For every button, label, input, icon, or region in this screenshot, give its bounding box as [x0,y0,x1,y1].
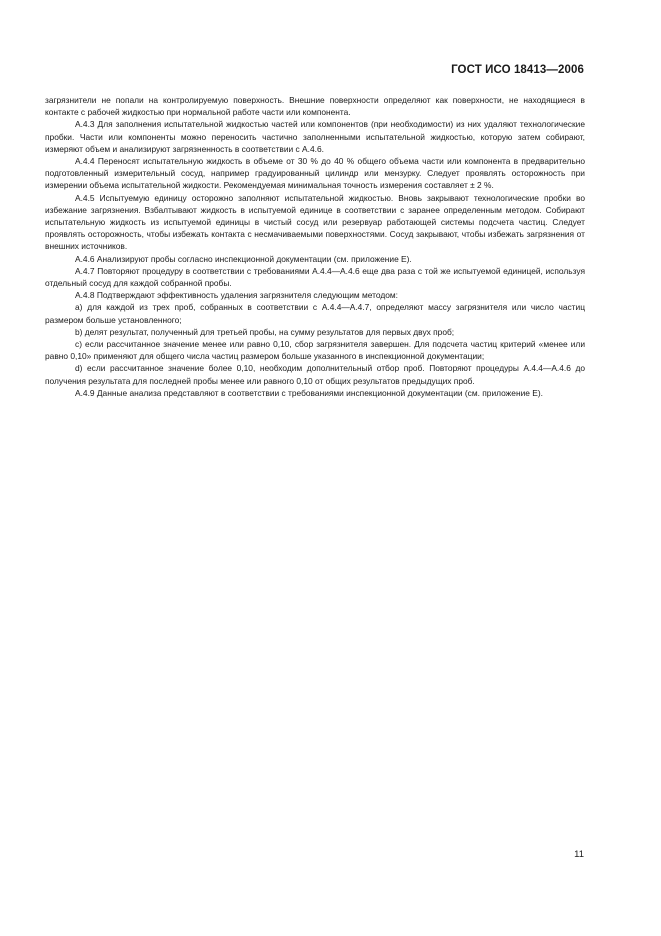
list-item-c: c) если рассчитанное значение менее или равно 0,10, сбор загрязнителя завершен. Для подсчета частиц критерий «менее или равно 0,10» применяют для общего числа частиц размером больше указанного в инспекционной документации; [45,339,585,362]
list-item-a: а) для каждой из трех проб, собранных в соответствии с А.4.4—А.4.7, определяют массу загрязнителя или число частиц размером больше установленного; [45,302,585,325]
paragraph-a-4-8: А.4.8 Подтверждают эффективность удаления загрязнителя следующим методом: [75,290,398,301]
paragraph-continuation: загрязнители не попали на контролируемую поверхность. Внешние поверхности определяют как поверхности, не находящиеся в контакте с рабочей жидкостью при нормальной работе части или компонента. [45,95,585,118]
paragraph-a-4-4: А.4.4 Переносят испытательную жидкость в объеме от 30 % до 40 % общего объема части или компонента в предварительно подготовленный измерительный сосуд, например градуированный цилиндр или мензурку. Следует проявлять осторожность при измерении объема испытательной жидкости. Рекомендуемая минимальная точность измерения составляет ± 2 %. [45,156,585,191]
paragraph-a-4-9: А.4.9 Данные анализа представляют в соответствии с требованиями инспекционной документации (см. приложение Е). [75,387,543,398]
list-item-d: d) если рассчитанное значение более 0,10, необходим дополнительный отбор проб. Повторяют процедуры А.4.4—А.4.6 до получения результата для последней пробы менее или равного 0,10 от общих результатов предыдущих проб. [45,363,585,386]
paragraph-a-4-7: А.4.7 Повторяют процедуру в соответствии с требованиями А.4.4—А.4.6 еще два раза с той же испытуемой единицей, используя отдельный сосуд для каждой собранной пробы. [45,265,585,289]
paragraph-a-4-5: А.4.5 Испытуемую единицу осторожно заполняют испытательной жидкостью. Вновь закрывают технологические пробки во избежание загрязнения. Взбалтывают жидкость в испытуемой единице в соответствии с заранее определенным методом. Собирают испытательную жидкость из испытуемой единицы в чистый сосуд или резервуар работающей системы подсчета частиц. Следует проявлять осторожность, чтобы избежать контакта с несмачиваемыми поверхностями. Сосуд закрывают, чтобы избежать загрязнения от внешних источников. [45,192,585,252]
document-header-code: ГОСТ ИСО 18413—2006 [451,64,584,76]
document-body [45,94,585,399]
paragraph-a-4-3: А.4.3 Для заполнения испытательной жидкостью частей или компонентов (при необходимости) из них удаляют технологические пробки. Части или компоненты можно переносить частично заполненными испытательной жидкостью, которую затем собирают, измеряют объем и анализируют загрязненность в соответствии с А.4.6. [45,119,585,154]
page-number: 11 [574,849,584,860]
list-item-b: b) делят результат, полученный для третьей пробы, на сумму результатов для первых двух проб; [75,326,455,337]
paragraph-a-4-6: А.4.6 Анализируют пробы согласно инспекционной документации (см. приложение Е). [75,253,412,264]
